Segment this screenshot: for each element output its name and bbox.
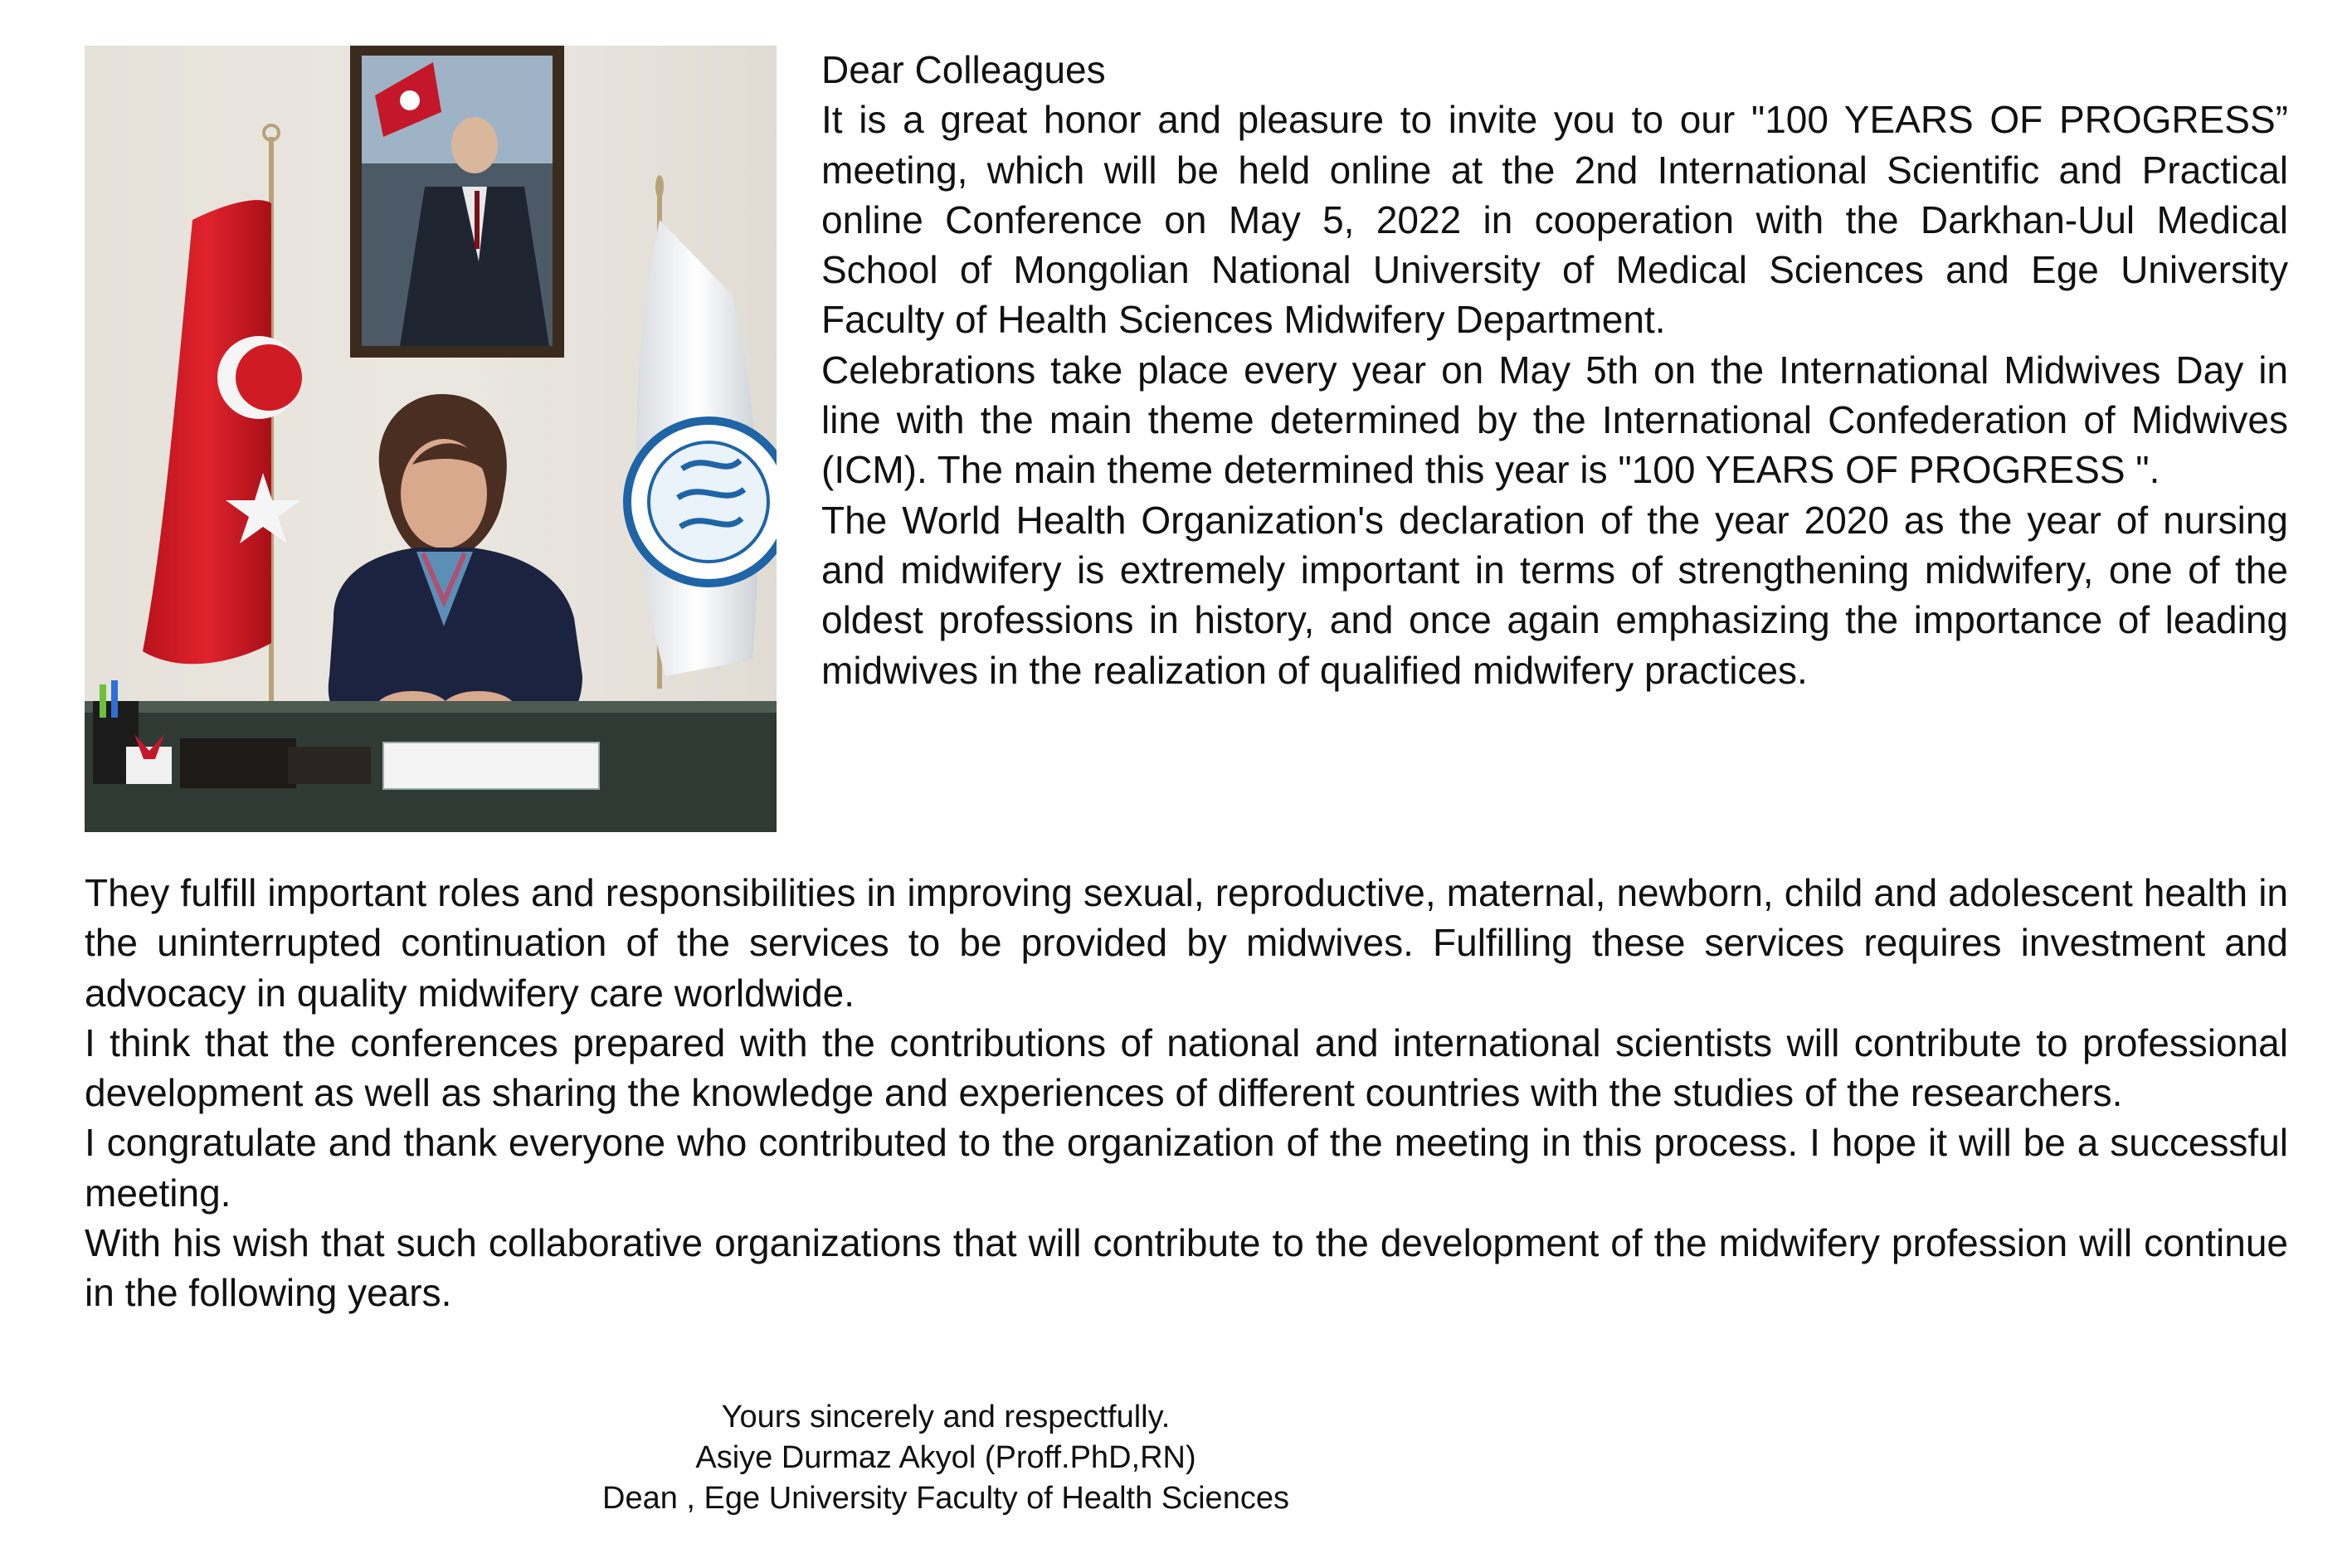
- desk: [85, 680, 777, 832]
- portrait-illustration: [85, 46, 777, 832]
- paragraph-who-declaration: The World Health Organization's declaration of the year 2020 as the year of nursing and midwifery is extremely important in terms of strengthening midwifery, one of the oldest professions in history, and once again emphasizing the importance of leading midwives in the realization of qualified midwifery practices.: [821, 498, 2288, 692]
- salutation: Dear Colleagues: [821, 48, 1106, 91]
- paragraph-conferences: I think that the conferences prepared with the contributions of national and international scientists will contribute to professional development as well as sharing the knowledge and experiences of different countries with the studies of the researchers.: [85, 1020, 2288, 1115]
- letter-intro: [821, 45, 2288, 695]
- paragraph-invitation: It is a great honor and pleasure to invite you to our "100 YEARS OF PROGRESS” meeting, which will be held online at the 2nd International Scientific and Practical online Conference on May 5, 2022 in cooperation with the Darkhan-Uul Medical School of Mongolian National University of Medical Sciences and Ege University Faculty of Health Sciences Midwifery Department.: [821, 98, 2288, 342]
- paragraph-roles: They fulfill important roles and responsibilities in improving sexual, reproductive, maternal, newborn, child and adolescent health in the uninterrupted continuation of the services to be provided by midwives. Fulfilling these services requires investment and advocacy in quality midwifery care worldwide.: [85, 871, 2288, 1015]
- signer-title: Dean , Ege University Faculty of Health Sciences: [602, 1481, 1289, 1516]
- paragraph-celebrations: Celebrations take place every year on May 5th on the International Midwives Day in line with the main theme determined by the International Confederation of Midwives (ICM). The main theme determined this year is "100 YEARS OF PROGRESS ".: [821, 348, 2288, 492]
- signer-name: Asiye Durmaz Akyol (Proff.PhD,RN): [695, 1440, 1196, 1475]
- framed-portrait: [350, 46, 564, 358]
- paragraph-wish: With his wish that such collaborative organizations that will contribute to the development of the midwifery profession will continue in the following years.: [85, 1221, 2288, 1315]
- paragraph-thanks: I congratulate and thank everyone who contributed to the organization of the meeting in this process. I hope it will be a successful meeting.: [85, 1121, 2288, 1215]
- letter-body: [85, 868, 2288, 1318]
- closing-line: Yours sincerely and respectfully.: [721, 1400, 1171, 1434]
- signature-block: [0, 1397, 1892, 1519]
- dean-portrait-photo: [85, 46, 777, 832]
